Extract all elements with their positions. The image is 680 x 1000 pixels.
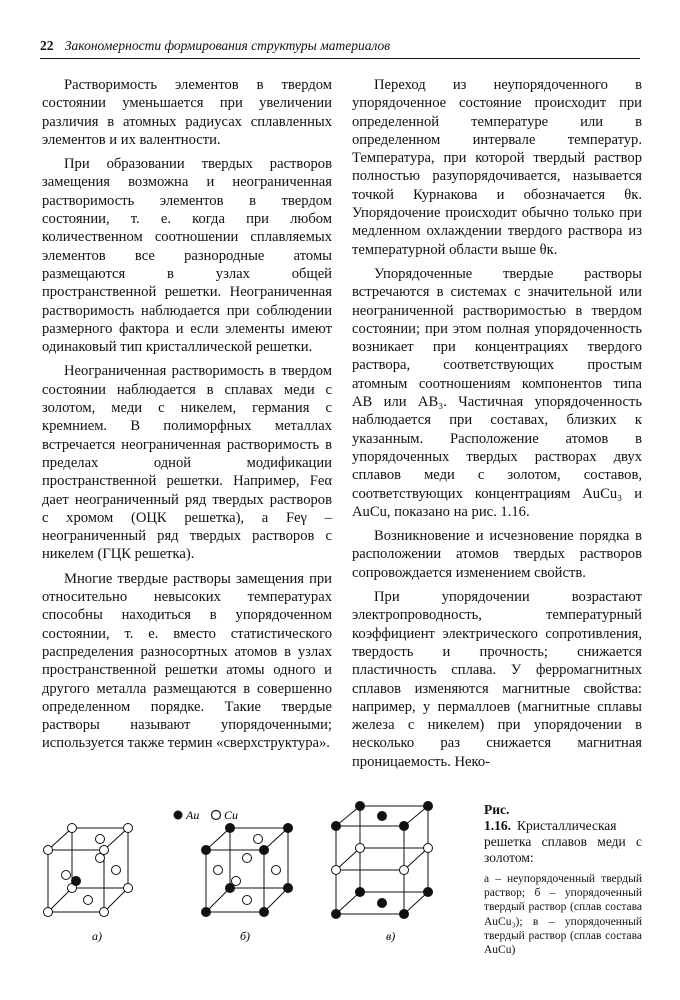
running-title: Закономерности формирования структуры материалов xyxy=(64,38,391,53)
lattice-a xyxy=(44,824,133,917)
page-number: 22 xyxy=(40,38,54,53)
caption-number: Рис. 1.16. xyxy=(484,802,511,833)
au-atom-icon xyxy=(174,811,183,820)
paragraph: Растворимость элементов в твердом состоянии уменьшается при увеличении различия в атомных радиусах сплавленных элементов и их валентности. xyxy=(42,77,332,148)
caption-title xyxy=(484,802,642,866)
paragraph: При образовании твердых растворов замещения возможна и неограниченная растворимость элементов в твердом состоянии, т. е. когда при любом количественном соотношении сплавляемых элементов все разнородные атомы размещаются в узлах общей пространственной решетки. Неограниченная растворимость наблюдается при соблюдении размерного фактора и если элементы имеют одинаковый тип кристаллической решетки. xyxy=(42,156,332,356)
paragraph: Упорядоченные твердые растворы встречаются в системах с значительной или неограниченной растворимостью в твердом состоянии; при этом полная упорядоченность возникает при концентрациях твердого раствора, соответствующих простым атомным соотношениям компонентов типа АВ или АВ₃. Частичная упорядоченность наблюдается при составах, близких к указанным. Расположение атомов в упорядоченных твердых растворах двух сплавов меди с золотом, составов, соответствующих концентрациям AuCu₃ и AuCu, показано на рис. 1.16. xyxy=(352,265,642,520)
label-b: б) xyxy=(240,929,251,943)
legend-au: Au xyxy=(186,808,200,822)
figure-legend xyxy=(174,808,239,822)
paragraph: Возникновение и исчезновение порядка в расположении атомов твердых растворов сопровождается изменением свойств. xyxy=(352,528,642,581)
lattice-c xyxy=(332,802,433,919)
paragraph: Многие твердые растворы замещения при относительно невысоких температурах способны находиться в упорядоченном состоянии, т. е. вместо статистического распределения разносортных атомов в узлах пространственной решетки атомы одного и другого металла размещаются в совершенно определенном порядке. Такие твердые растворы называют упорядоченными; используется также термин «сверхструктура». xyxy=(42,570,332,752)
page-header xyxy=(40,38,640,58)
header-rule xyxy=(40,58,640,59)
paragraph: Неограниченная растворимость в твердом состоянии наблюдается в сплавах меди с золотом, меди с никелем, германия с кремнием. В полиморфных металлах встречается неограниченная растворимость в пределах одной модификации пространственной решетки. Например, Feα дает неограниченный ряд твердых растворов с хромом (ОЦК решетка), а Feγ – неограниченный ряд твердых растворов с никелем (ГЦК решетка). xyxy=(42,363,332,563)
right-column xyxy=(352,76,642,777)
left-column xyxy=(42,76,332,759)
lattice-illustration xyxy=(36,800,476,950)
paragraph: Переход из неупорядоченного в упорядоченное состояние происходит при определенной температуре или в определенном интервале температур. Температура, при которой твердый раствор полностью разупорядочивается, называется точкой Курнакова и обозначается θк. Упорядочение происходит обычно только при медленном охлаждении твердого раствора из температурной области выше θк. xyxy=(352,77,642,258)
legend-cu: Cu xyxy=(224,808,239,822)
label-c: в) xyxy=(386,929,396,943)
caption-description: а – неупорядоченный твердый раствор; б – упорядоченный твердый раствор (сплав состава AuCu₃); в – упорядоченный твердый раствор (сплав состава AuCu) xyxy=(484,873,642,957)
figure-caption xyxy=(484,802,642,957)
caption-title-text: Кристаллическая решетка сплавов меди с золотом: xyxy=(484,818,642,865)
label-a: а) xyxy=(92,929,102,943)
cu-atom-icon xyxy=(212,811,221,820)
paragraph: При упорядочении возрастают электропроводность, температурный коэффициент электрического сопротивления, твердость и прочность; снижается пластичность сплава. У ферромагнитных сплавов изменяются магнитные свойства: например, у пермаллоев (магнитные сплавы железа с никелем) при упорядочении в несколько раз снижается магнитная проницаемость. Неко- xyxy=(352,589,642,770)
lattice-b xyxy=(202,824,293,917)
figure-crystal-lattices xyxy=(36,800,476,950)
